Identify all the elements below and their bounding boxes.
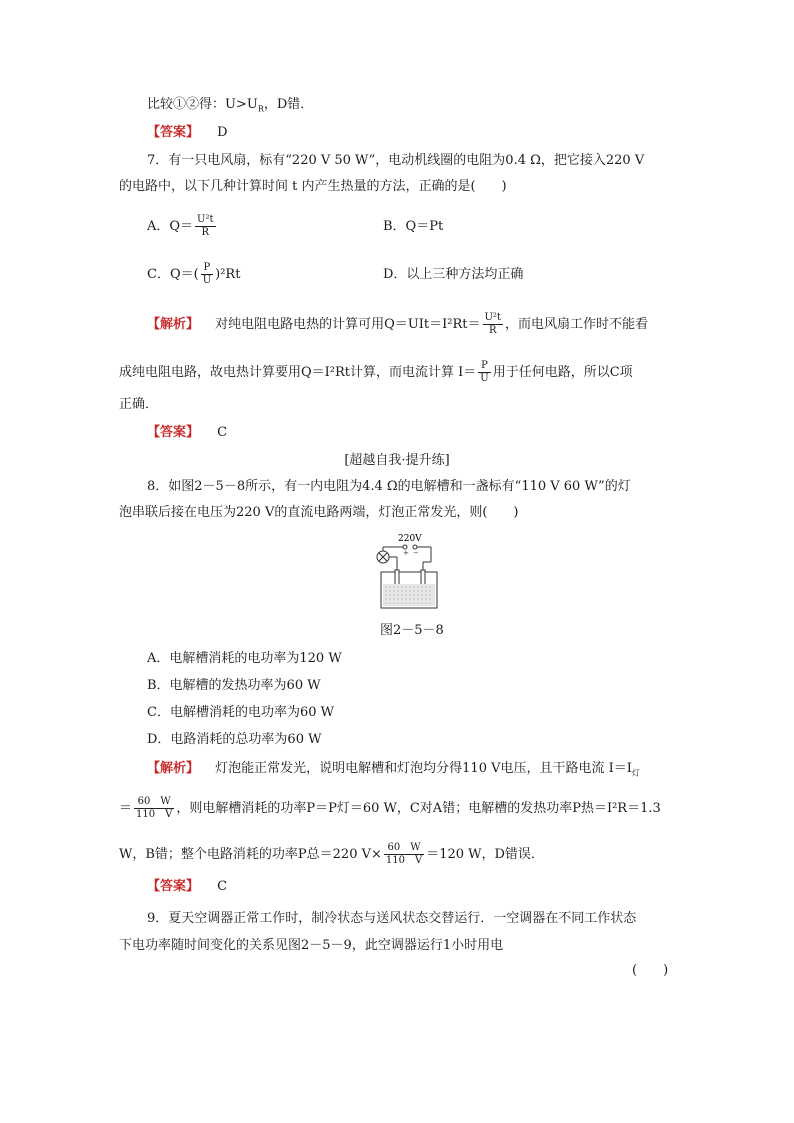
answer-blank: ( ) <box>632 963 669 978</box>
option-7-c: C．Q＝( $\frac{P}{U}$ )²Rt <box>147 262 241 286</box>
answer-value: C <box>217 879 228 894</box>
question-9-text: 9．夏天空调器正常工作时，制冷状态与送风状态交替运行．一空调器在不同工作状态 <box>147 911 637 926</box>
svg-text:+: + <box>403 549 409 557</box>
answer-label: 【答案】 <box>147 125 200 140</box>
analysis-8-line: W，B错；整个电路消耗的功率P总＝220 V× $\frac{60 W}{110 V}$ ＝120 W，D错误． <box>119 842 544 866</box>
option-7-a: A．Q＝ $\frac{\text{U²t}}{R}$ <box>147 214 214 238</box>
fraction: $\frac{\text{U²t}}{R}$ <box>484 312 501 336</box>
analysis-7-line: 正确． <box>119 397 159 412</box>
question-8-text: 泡串联后接在电压为220 V的直流电路两端，灯泡正常发光，则( ) <box>119 505 519 520</box>
fraction: $\frac{60 W}{110 V}$ <box>136 796 173 820</box>
fraction: $\frac{\text{U²t}}{R}$ <box>197 214 214 238</box>
analysis-label: 【解析】 <box>147 317 200 332</box>
analysis-7-line: 【解析】 对纯电阻电路电热的计算可用Q＝UIt＝I²Rt＝ $\frac{\text{U²t}}{R}$ ，而电风扇工作时不能看 <box>147 312 648 336</box>
question-9-text: 下电功率随时间变化的关系见图2－5－9，此空调器运行1小时用电 <box>119 938 504 953</box>
fraction: $\frac{P}{U}$ <box>202 262 212 286</box>
answer-value: D <box>217 125 228 140</box>
text-line <box>147 96 313 119</box>
option-8-d: D．电路消耗的总功率为60 W <box>147 732 322 747</box>
circuit-figure <box>375 532 441 612</box>
voltage-label: 220V <box>398 534 422 544</box>
option-8-a: A．电解槽消耗的电功率为120 W <box>147 651 342 666</box>
answer-label: 【答案】 <box>147 879 200 894</box>
fraction: $\frac{P}{U}$ <box>480 360 489 384</box>
text: 比较①②得：U>U <box>147 97 258 112</box>
analysis-8-line: 【解析】 灯泡能正常发光，说明电解槽和灯泡均分得110 V电压，且干路电流 $I=I_灯$ <box>147 761 640 778</box>
question-8-text: 8．如图2－5－8所示，有一内电阻为4.4 Ω的电解槽和一盏标有“110 V 60 W”的灯 <box>147 479 631 494</box>
question-7-text: 7．有一只电风扇，标有“220 V 50 W”，电动机线圈的电阻为0.4 Ω，把它接入220 V <box>147 153 645 168</box>
option-7-d: D．以上三种方法均正确 <box>383 267 524 282</box>
analysis-8-line: ＝ $\frac{60 W}{110 V}$ ，则电解槽消耗的功率P＝P灯＝60 W，C对A错；电解槽的发热功率P热＝I²R＝1.3 <box>119 796 661 820</box>
option-8-c: C．电解槽消耗的电功率为60 W <box>147 705 334 720</box>
fraction: $\frac{60 W}{110 V}$ <box>385 842 423 866</box>
answer-label: 【答案】 <box>147 425 200 440</box>
section-heading: [超越自我·提升练] <box>344 453 450 468</box>
question-7-text: 的电路中，以下几种计算时间 t 内产生热量的方法，正确的是( ) <box>119 179 507 194</box>
option-8-b: B．电解槽的发热功率为60 W <box>147 678 321 693</box>
text: ，D错． <box>263 97 314 112</box>
analysis-7-line: 成纯电阻电路，故电热计算要用Q＝I²Rt计算，而电流计算 I＝ $\frac{P}{U}$ 用于任何电路，所以C项 <box>119 360 633 384</box>
svg-text:−: − <box>413 549 419 557</box>
electrolysis-circuit-diagram <box>375 532 441 612</box>
answer-line <box>147 424 227 442</box>
analysis-label: 【解析】 <box>147 761 200 776</box>
option-7-b: B．Q＝Pt <box>383 219 444 234</box>
subscript: R <box>257 104 264 114</box>
answer-line <box>147 124 228 142</box>
answer-value: C <box>217 425 228 440</box>
answer-line <box>147 878 227 896</box>
figure-caption: 图2－5－8 <box>380 623 444 638</box>
